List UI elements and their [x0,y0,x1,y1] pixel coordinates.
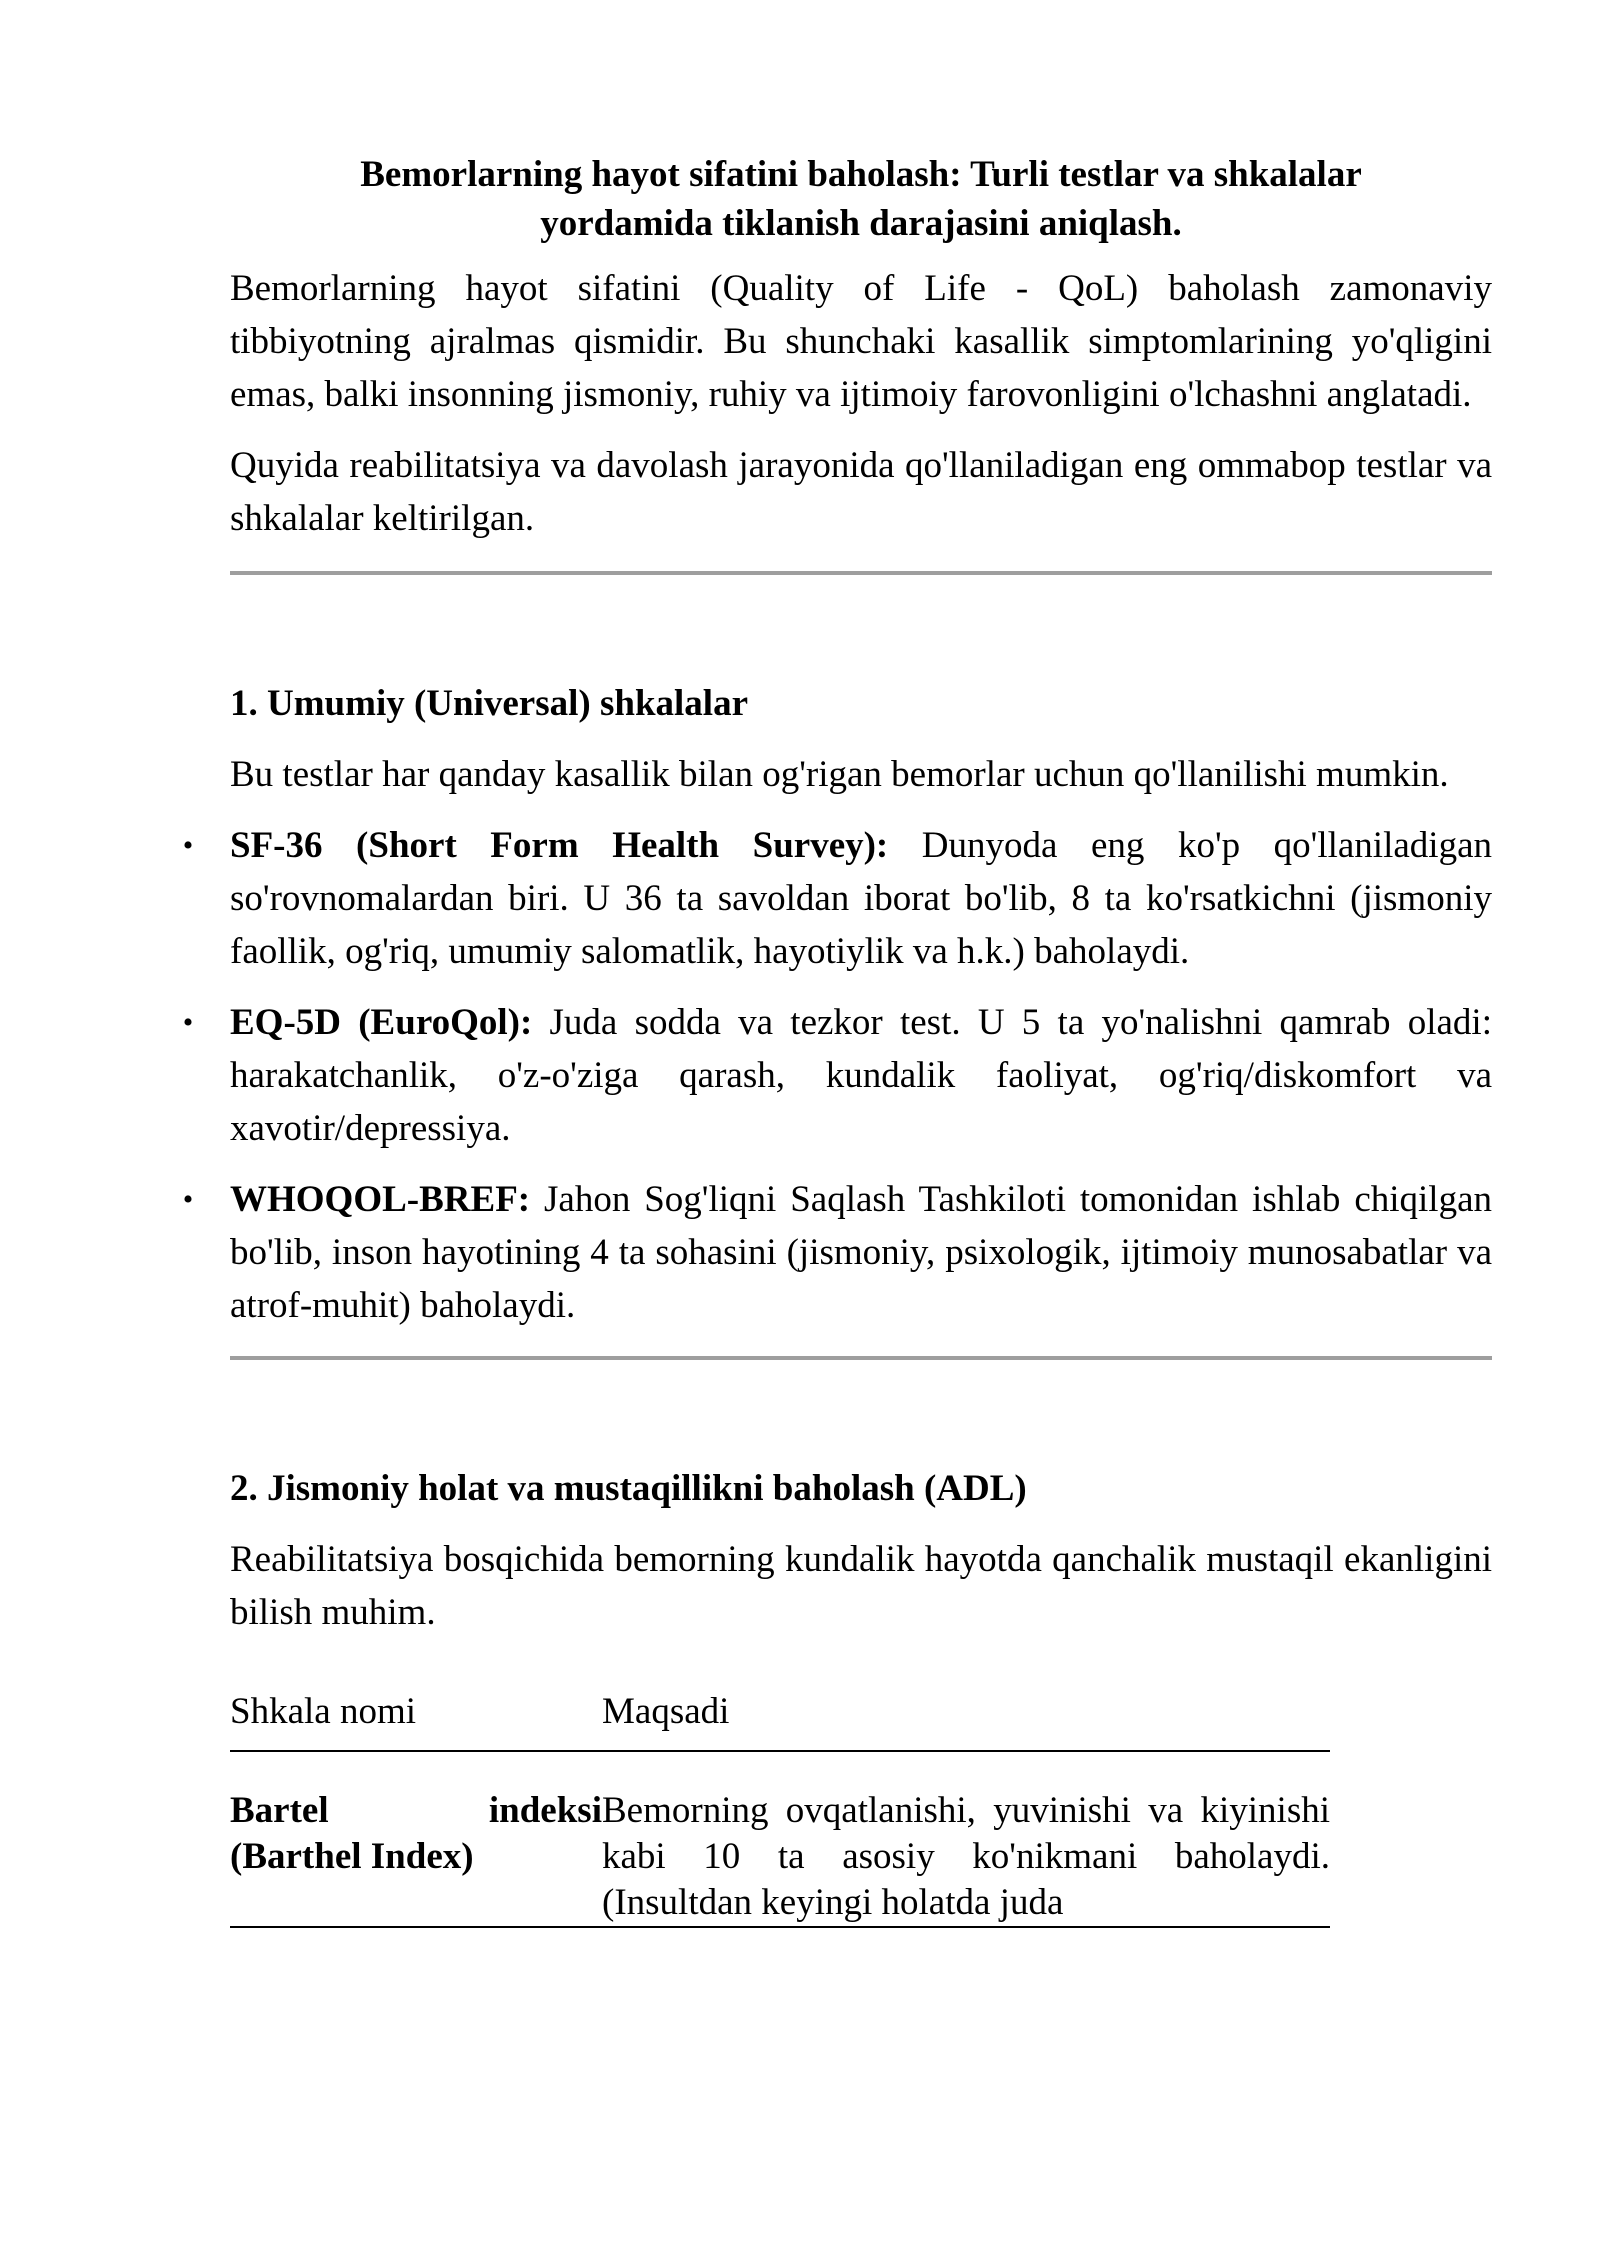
table-cell-purpose: Bemorning ovqatlanishi, yuvinishi va kiyinishi kabi 10 ta asosiy ko'nikmani baholaydi. (Insultdan keyingi holatda juda [602,1790,1330,1923]
list-item-term: WHOQOL-BREF: [230,1179,531,1220]
list-item-whoqol [182,1173,1492,1332]
table-header-purpose: Maqsadi [602,1691,730,1732]
intro-paragraph-2: Quyida reabilitatsiya va davolash jarayonida qo'llaniladigan eng ommabop testlar va shkalalar keltirilgan. [230,445,1492,539]
table-header-scale-name: Shkala nomi [230,1691,417,1732]
bullet-icon: • [182,1006,194,1039]
scale-name-line-1 [230,1788,602,1834]
scale-name-word-2: indeksi [488,1790,602,1831]
bullet-icon: • [182,1183,194,1216]
spacer [230,1360,1492,1462]
intro-paragraph-1: Bemorlarning hayot sifatini (Quality of Life - QoL) baholash zamonaviy tibbiyotning ajralmas qismidir. Bu shunchaki kasallik simptomlarining yo'qligini emas, balki insonning jismoniy, ruhiy va ijtimoiy farovonligini o'lchashni anglatadi. [230,268,1492,415]
section-1-intro: Bu testlar har qanday kasallik bilan og'rigan bemorlar uchun qo'llanilishi mumkin. [230,754,1449,795]
bullet-icon: • [182,829,194,862]
title-line-1: Bemorlarning hayot sifatini baholash: Turli testlar va shkalalar [360,154,1362,195]
list-item-term: EQ-5D (EuroQol): [230,1002,533,1043]
list-item-eq5d [182,996,1492,1155]
table-header-row [230,1685,1330,1750]
scale-name-word-1: Bartel [230,1790,329,1831]
list-item-text: Dunyoda eng ko'p qo'llaniladigan so'rovnomalardan biri. U 36 ta savoldan iborat bo'lib, 8 ta ko'rsatkichni (jismoniy faollik, og'riq, umumiy salomatlik, hayotiylik va h.k.) baholaydi. [230,825,1492,972]
list-item-text: Jahon Sog'liqni Saqlash Tashkiloti tomonidan ishlab chiqilgan bo'lib, inson hayotining 4 ta sohasini (jismoniy, psixologik, ijtimoiy munosabatlar va atrof-muhit) baholaydi. [230,1179,1492,1326]
document-content [182,150,1492,1928]
section-1-heading: 1. Umumiy (Universal) shkalalar [230,683,748,724]
list-item-term: SF-36 (Short Form Health Survey): [230,825,889,866]
scales-table [230,1685,1330,1928]
table-rule [230,1926,1330,1928]
list-item-sf36 [182,819,1492,978]
spacer [230,575,1492,677]
table-cell-scale-name [230,1788,602,1926]
section-1-list [182,819,1492,1332]
document-title [230,150,1492,248]
title-line-2: yordamida tiklanish darajasini aniqlash. [540,203,1182,244]
list-item-text: Juda sodda va tezkor test. U 5 ta yo'nalishni qamrab oladi: harakatchanlik, o'z-o'ziga qarash, kundalik faoliyat, og'riq/diskomfort va xavotir/depressiya. [230,1002,1492,1149]
section-2-heading: 2. Jismoniy holat va mustaqillikni baholash (ADL) [230,1468,1027,1509]
section-2-intro: Reabilitatsiya bosqichida bemorning kundalik hayotda qanchalik mustaqil ekanligini bilish muhim. [230,1539,1492,1633]
scale-name-line-2: (Barthel Index) [230,1836,474,1877]
table-row [230,1752,1330,1926]
